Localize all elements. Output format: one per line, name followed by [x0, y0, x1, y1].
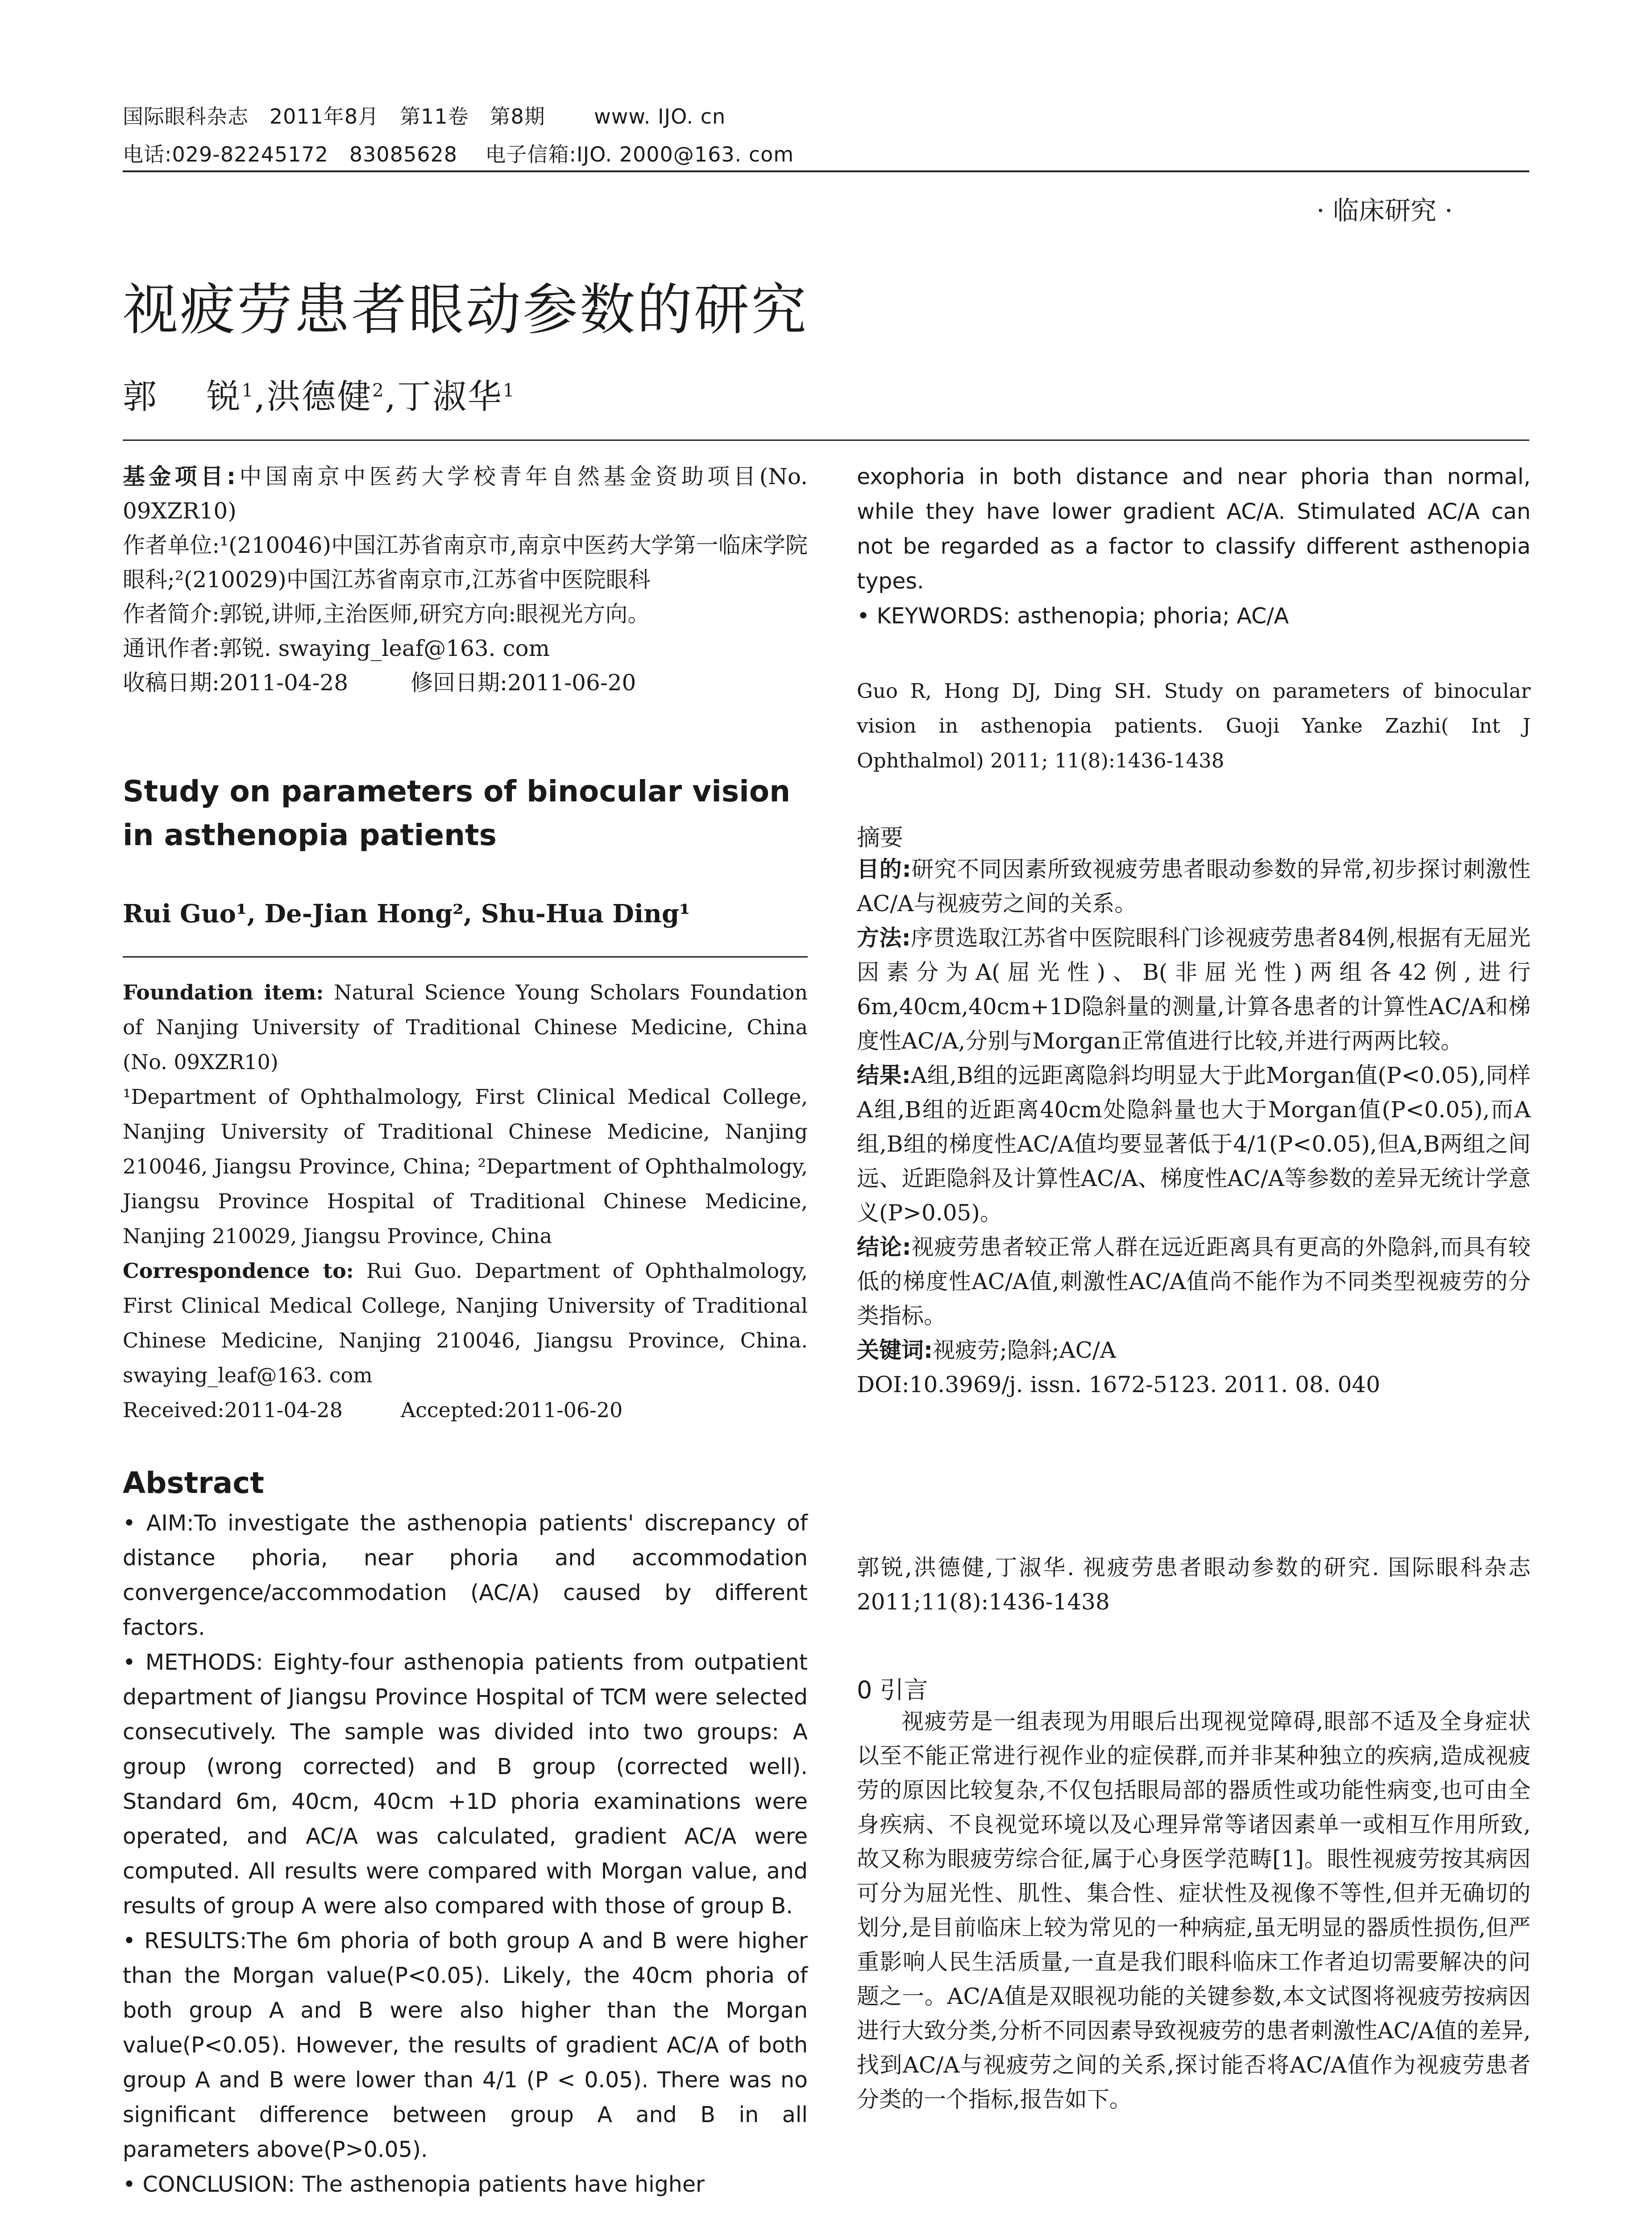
abstract-methods: • METHODS: Eighty-four asthenopia patients from outpatient department of Jiangsu Province Hospital of TCM were selected consecutively. The sample was divided into two groups: A group (wrong corrected) and B group (corrected well). Standard 6m, 40cm, 40cm +1D phoria examinations were operated, and AC/A was calculated, gradient AC/A were computed. All results were compared with Morgan value, and results of group A were also compared with those of group B.	[123, 1650, 808, 1919]
cn-aim-label: 目的:	[857, 856, 911, 882]
intro-heading: 0 引言	[857, 1676, 928, 1704]
chinese-citation: 郭锐,洪德健,丁淑华. 视疲劳患者眼动参数的研究. 国际眼科杂志 2011;11(8):1436-1438	[857, 1555, 1531, 1615]
cn-abstract-keywords	[857, 1333, 1531, 1368]
author-2: ,洪德健	[254, 377, 373, 416]
cn-bio: 作者简介:郭锐,讲师,主治医师,研究方向:眼视光方向。	[123, 601, 650, 627]
abstract-heading: Abstract	[123, 1466, 264, 1500]
en-accepted: Accepted:2011-06-20	[400, 1398, 623, 1422]
abstract-keywords: • KEYWORDS: asthenopia; phoria; AC/A	[857, 603, 1289, 629]
cn-affiliation	[123, 528, 808, 597]
author-1-affiliation: 1	[241, 380, 255, 401]
header-divider	[123, 170, 1529, 172]
cn-affiliation-label: 作者单位:	[123, 532, 220, 558]
cn-foundation-label: 基金项目:	[123, 464, 236, 489]
cn-conclusion-text: 视疲劳患者较正常人群在远近距离具有更高的外隐斜,而具有较低的梯度性AC/A值,刺激性AC/A值尚不能作为不同类型视疲劳的分类指标。	[857, 1234, 1531, 1329]
article-title: 视疲劳患者眼动参数的研究	[123, 278, 809, 342]
en-received: Received:2011-04-28	[123, 1398, 343, 1422]
cn-corresponding: 通讯作者:郭锐. swaying_leaf@163. com	[123, 635, 550, 661]
author-2-affiliation: 2	[372, 380, 385, 401]
abstract-results: • RESULTS:The 6m phoria of both group A and B were higher than the Morgan value(P<0.05). Likely, the 40cm phoria of both group A and B were also higher than the Morgan value(P<0.05). However, the results of gradient AC/A of both group A and B were lower than 4/1 (P < 0.05). There was no significant difference between group A and B in all parameters above(P>0.05).	[123, 1928, 808, 2162]
en-foundation-label: Foundation item:	[123, 980, 324, 1004]
cn-dates	[123, 666, 808, 700]
cn-results-label: 结果:	[857, 1062, 911, 1088]
cn-abstract-results	[857, 1058, 1531, 1230]
english-authors-divider	[123, 956, 808, 958]
cn-received: 收稿日期:2011-04-28	[123, 670, 349, 696]
intro-paragraph: 视疲劳是一组表现为用眼后出现视觉障碍,眼部不适及全身症状以至不能正常进行视作业的症侯群,而并非某种独立的疾病,造成视疲劳的原因比较复杂,不仅包括眼局部的器质性或功能性病变,也可由全身疾病、不良视觉环境以及心理异常等诸因素单一或相互作用所致,故又称为眼疲劳综合征,属于心身医学范畴[1]。眼性视疲劳按其病因可分为屈光性、肌性、集合性、症状性及视像不等性,但并无确切的划分,是目前临床上较为常见的一种病症,虽无明显的器质性损伤,但严重影响人民生活质量,一直是我们眼科临床工作者迫切需要解决的问题之一。AC/A值是双眼视功能的关键参数,本文试图将视疲劳按病因进行大致分类,分析不同因素导致视疲劳的患者刺激性AC/A值的差异,找到AC/A与视疲劳之间的关系,探讨能否将AC/A值作为视疲劳患者分类的一个指标,报告如下。	[857, 1708, 1531, 2112]
cn-doi: DOI:10.3969/j. issn. 1672-5123. 2011. 08. 040	[857, 1372, 1380, 1397]
abstract-conclusion-end: exophoria in both distance and near phoria than normal, while they have lower gradient AC/A. Stimulated AC/A can not be regarded as a factor to classify different asthenopia types.	[857, 464, 1531, 594]
english-citation: Guo R, Hong DJ, Ding SH. Study on parameters of binocular vision in asthenopia patients. Guoji Yanke Zazhi( Int J Ophthalmol) 2011; 11(8):1436-1438	[857, 679, 1531, 772]
cn-methods-text: 序贯选取江苏省中医院眼科门诊视疲劳患者84例,根据有无屈光因素分为A(屈光性)、B(非屈光性)两组各42例,进行6m,40cm,40cm+1D隐斜量的测量,计算各患者的计算性AC/A和梯度性AC/A,分别与Morgan正常值进行比较,并进行两两比较。	[857, 925, 1531, 1054]
cn-keywords-text: 视疲劳;隐斜;AC/A	[933, 1337, 1117, 1363]
title-divider	[123, 440, 1529, 441]
author-list	[123, 369, 515, 418]
author-3: ,丁淑华	[385, 377, 503, 416]
section-label: · 临床研究 ·	[1316, 195, 1453, 226]
en-correspondence	[123, 1253, 808, 1393]
cn-foundation-text: 中国南京中医药大学校青年自然基金资助项目(No. 09XZR10)	[123, 464, 808, 524]
en-foundation	[123, 975, 808, 1079]
cn-abstract	[857, 852, 1531, 1402]
en-correspondence-text: Rui Guo. Department of Ophthalmology, First Clinical Medical College, Nanjing University of Traditional Chinese Medicine, Nanjing 210046, Jiangsu Province, China. swaying_leaf@163. com	[123, 1259, 808, 1387]
abstract-right-column	[857, 460, 1531, 634]
cn-front-matter	[123, 460, 808, 700]
journal-header-line1: 国际眼科杂志 2011年8月 第11卷 第8期 www. IJO. cn	[123, 104, 726, 129]
abstract-conclusion-start: • CONCLUSION: The asthenopia patients have higher	[123, 2172, 705, 2197]
abstract-left-column	[123, 1506, 808, 2202]
en-correspondence-label: Correspondence to:	[123, 1259, 354, 1283]
cn-foundation	[123, 460, 808, 528]
cn-abstract-aim	[857, 852, 1531, 921]
author-1: 郭 锐	[123, 377, 242, 416]
en-dates	[123, 1393, 808, 1427]
cn-conclusion-label: 结论:	[857, 1234, 911, 1260]
en-foundation-text: Natural Science Young Scholars Foundation of Nanjing University of Traditional Chinese Medicine, China (No. 09XZR10)	[123, 980, 808, 1074]
cn-keywords-label: 关键词:	[857, 1337, 933, 1363]
cn-results-text: A组,B组的远距离隐斜均明显大于此Morgan值(P<0.05),同样A组,B组的近距离40cm处隐斜量也大于Morgan值(P<0.05),而A组,B组的梯度性AC/A值均要显著低于4/1(P<0.05),但A,B两组之间远、近距隐斜及计算性AC/A、梯度性AC/A等参数的差异无统计学意义(P>0.05)。	[857, 1062, 1531, 1226]
english-title: Study on parameters of binocular vision in asthenopia patients	[123, 774, 791, 852]
cn-abstract-conclusion	[857, 1230, 1531, 1333]
cn-affiliation-text: ¹(210046)中国江苏省南京市,南京中医药大学第一临床学院眼科;²(210029)中国江苏省南京市,江苏省中医院眼科	[123, 532, 808, 593]
en-affiliation: ¹Department of Ophthalmology, First Clinical Medical College, Nanjing University of Traditional Chinese Medicine, Nanjing 210046, Jiangsu Province, China; ²Department of Ophthalmology, Jiangsu Province Hospital of Traditional Chinese Medicine, Nanjing 210029, Jiangsu Province, China	[123, 1085, 808, 1248]
journal-header-line2: 电话:029-82245172 83085628 电子信箱:IJO. 2000@163. com	[123, 142, 794, 166]
author-3-affiliation: 1	[502, 380, 516, 401]
cn-aim-text: 研究不同因素所致视疲劳患者眼动参数的异常,初步探讨刺激性AC/A与视疲劳之间的关系。	[857, 856, 1531, 916]
english-authors: Rui Guo¹, De-Jian Hong², Shu-Hua Ding¹	[123, 899, 690, 929]
intro-body	[857, 1704, 1531, 2117]
abstract-aim: • AIM:To investigate the asthenopia patients' discrepancy of distance phoria, near phoria and accommodation convergence/accommodation (AC/A) caused by different factors.	[123, 1510, 808, 1640]
cn-abstract-methods	[857, 921, 1531, 1058]
en-front-matter	[123, 975, 808, 1427]
cn-revised: 修回日期:2011-06-20	[411, 670, 636, 696]
cn-abstract-heading: 摘要	[857, 825, 904, 851]
cn-methods-label: 方法:	[857, 925, 911, 951]
